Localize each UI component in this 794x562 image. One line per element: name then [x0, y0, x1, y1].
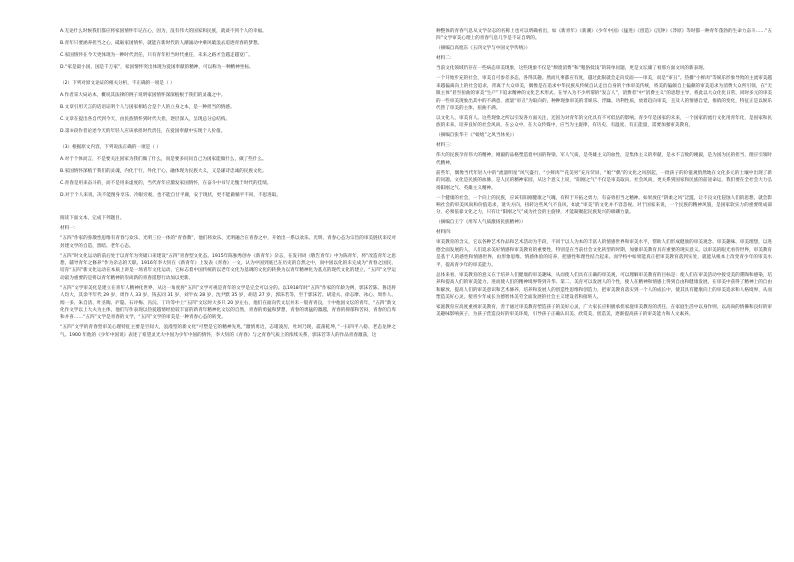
right-column [436, 28, 772, 321]
answer-option: B.青年只要涵养担当之心，砥砺家国情怀，就能在新时代的人潮涌动中乘风破浪去追逐青春的梦想。 [60, 41, 263, 46]
question-stem: （2）下列对原文论证的相关分析，不正确的一项是（ ） [60, 81, 175, 87]
question-stem: （3）根据原文内容，下列说法正确的一项是（ ） [60, 145, 161, 151]
answer-option: B.文章引用天言的话语证明个人与国家相结合是个人的立身之本，是一种担当的情感。 [60, 104, 235, 110]
paragraph: 以文化人，审美育人。这些现象之所以引发各方面关注，还因为对青年的文化具有不可低估的影响。青少年是国家的未来，一个国家的流行文化用青年化，是国家和民族的未来，培养良好的社会风尚，在公众中，在大众传媒中，应当为主旋律，有历史、有温度、有正能量，需要加强审美教育。 [436, 116, 772, 129]
paragraph: 审美教育的含义，它以各种艺术作品和艺术活动为手段，不同于以人为本的丰富人的情感世界和审美水平，帮助人们形成健康的审美观念、审美趣味、审美理想，以进德全面发展的人，人们追求美好情感和审美教育的重要性，特别是在当前社会文化转型的时期，加强审美教育具有重要的现实意义。以审美的眼光看待世界，审美教育是基于人的感性和情感世界，由形象思维、情感体验的培养，把感性和理性结合起来。而学校中如果能真正把审美教育落到实处，就能从根本上改变青少年的审美水平，提高青少年的审美能力。 [436, 240, 772, 268]
paragraph: 伟大的民族孕育伟大的精神，刚毅的品格塑造着中国的脊梁。军人气质，是英雄主义的血性，是集体主义的奉献，是永不言败的刚毅，是为国为民的担当，理应引领时代精神。 [436, 153, 772, 166]
answer-option: D.对于个人来说，决不能图身享乐、冷眼旁观，也不能自甘平庸，安于现状，更不能做躺平不同，不思进取。 [60, 192, 281, 198]
paragraph: （摘编自张华干《“娘炮”之风当休矣》） [436, 133, 517, 139]
paragraph: 家庭教育应高度重视审美教育，善于通过审美教育塑造孩子的美好心灵，广大家长应积极承担家庭审美教育的责任，在家庭生活中以身作则，以高尚的情操和良好的审美趣味影响孩子，为孩子营造良好的审美环境，引导孩子正确认识美、欣赏美、创造美，逐渐提高孩子的审美能力和人文素养。 [436, 304, 772, 318]
paragraph: 种整体的青春气息从文学杂志的名称上也可以明确看出，如《新青年》《新潮》《少年中国》《猛进》《创造》《沉钟》《莽原》等时都一种青年蓬勃的生命力奋斗……“五四”文学审美心理上的青春气息几乎是不证自明的。 [436, 29, 772, 42]
paragraph: 一个健康的社会，一个向上的民族，应该有阳刚健康之气魄，有积于开拓之勇力，有奋勇担当之精神。如果放任“阴柔之风”泛滥，让不良文化侵蚀人们的思想，就会影响社会的审美风尚和价值追求，迷失方向，扭转这些风气不良风，如此“审美”的文化并不容忽视。对于国家来说，一个民族的精神风貌，是国家软实力的重要组成部分，必须依靠文化之力，只有让“阳刚之气”成为社会的主旋律，才能凝聚起民族复兴的磅礴力量。 [436, 195, 772, 216]
paragraph: 阅读下面文本，完成下列题目。 [60, 216, 125, 222]
paragraph: 前些年，偶像当代年轻人中的“流量明星”风气盛行，“小鲜肉”“花美男”充斥荧屏，“娘”“偶”的文化之风刮起，一批孩子的价值观悄然地在文化多元的土壤中出现了新的问题。文化是民族的血脉，是人民的精神家园，从这个意义上说，“阳刚之气”不仅是审美取向、社会风尚，更关系到国家和民族的前途命运，我们要在全社会大力弘扬阳刚之气、英雄主义精神。 [436, 170, 772, 191]
answer-option: C.家国情怀在今天更体现为一种时代责任，只有青年担当时代重任，未来之路才会越走越宽广。 [60, 53, 254, 58]
left-column [60, 28, 396, 342]
paragraph: “五四”作家的弥散性思维有青春与欢乐、光明三位一体的“青春教”，他们将欢乐、光明融合在青春之中，开始出一系以欢乐、光明、青春心态为宗旨的审美链状来反对封建文学的自造、黑暗、老年心态。 [60, 236, 396, 249]
paragraph: “五四”文学审美化是建立在青年人精神化世界，从这一角度将“五四”文学可视是青年的文学是完全可以分的。以1918年时“五四”作家的年龄为例，郭沫若陈、鲁迅将人均大，其余半年代 29 岁，周作人 33 岁，钱玄同 31 岁，刘半农 28 岁，沈尹默 35 岁，胡适 27 岁，郭沫若等，至于郭沫若、胡适夫、徐志摩、冰心、周作人、闻一多、朱自清、叶圣陶、庐隐、石评梅、冯沅、丁玲等中上“五四”文坛时大多只 20 岁左右，他们在面向代文坛并未一般青青良，十中他国文坛的青年，“五四”新文化作文学以上大夫为主体，他们写作表现以热爱越情经验较丰富的新青年精神化文坛的自然，青春的勇猛和梦想，青春的勇猛的激越，青春的抑郁和苦闷，青春的自卑和并喜……“五四”文学是青春的文学，“五四”文学的审美是一种青春心态的转变。 [60, 285, 396, 321]
paragraph: （摘编自高旭东《五四文学与中国文学传统》） [436, 46, 531, 52]
answer-option: C.青春是用来奋斗的，而不是用来虚度的，当代青年应激发家国情怀，在奋斗中书写无愧于时代的佳绩。 [60, 180, 272, 186]
paragraph: “五四”文学的青春型审美心理特征主要是空间大，浪漫型的新文化“可塑是它的精神先兆，”激情勇迈，志堵凌厉，吐珂乃现，震荡乾坤，”一扫四平八稳、老态龙钟之气。1900 年他的《少年中国说》表述了希望灵光大中国为少年中国的情怀，李大钊的《青春》与之青春气质上的浓续关系，郭沫若等人的作品青春激荡，这 [60, 325, 396, 338]
paragraph: 一个开始步充的社会，审美自可参差多态，各得其趣。然而凡事都应有度，越过此限就会走向反面——审美，而是“审丑”。热播“小鲜肉”等娱乐形象导致的主流审美越来越偏离向上的社会追求，背离于大众审美，偶像是在追求中华民族从传统自认走出自身的个体审美传统，将美的偏颇自上偏颇的审美追求为消费大众所引领，在“无限主体”甚至扭曲的审美“生产”下追求精神的文化艺术形式，在导入为不少所谓的“发言人”，消费者”中“消费主义”的思想主导，将此以大众化化日常，同时多元的审美的一些审美现象出其中的不满意，流量“审丑”为取向的，种种现象审美的非娱乐、浮躁、功利性质，放着趋向审美，且及人的情感自觉，推销的变化，特征正是以娱乐代替了审美的主体，扭曲不满。 [436, 76, 773, 112]
paragraph: 当前文化领域仍存在一些病态审美现象，这些现象不仅是“颓废消费”和“粗俗低浅”的简单问题，更是文坛庸了看那方面文风的新表现。 [436, 66, 708, 72]
answer-option: D.第⑤段作者论述今天的年轻人应该承担时代责任，在爱国奉献中实现个人价值。 [60, 128, 226, 134]
paragraph: 材料三： [436, 143, 455, 149]
paragraph: （摘编自王宁《用军人气质激扬民族精神》） [436, 220, 526, 226]
answer-option: B.家国情怀深植于我们的灵魂，内化于行，外化于心，融体现为民族大义，又是谦诗忠诚的民族文化。 [60, 168, 267, 174]
answer-option: A.作者采大局站本，概说其法律的例子说明家国情怀深深植根于我们的灵魂之中。 [60, 92, 226, 98]
paragraph: 总体来看，审美教育的意义在于培养人们健康的审美趣味，从而使人们具有正确的审美观，可以理解审美教育的目标是：使人们在审美活动中接受美的熏陶和感染，培养和提高人们的审美能力，进而使人们的精神境界得到升华。第二，美育可以发展人的个性，使人在精神和情感上得到自由和健康发展，在审美中获得了精神上的自由和解放，提高人们的审美意识和艺术修养，培养和发展人的创造性思维和创造力，把审美教育落实到一个人的成长中，使其具有健康向上的审美追求和人格境界，从而塑造美好心灵，使青少年成长为德智体美劳全面发展的社会主义建设者和接班人。 [436, 272, 772, 300]
answer-option: C.文章在提出各自代到今天，由民族情怀到时代大担，逐层深入，呈现总分总结构。 [60, 116, 231, 122]
paragraph: 材料二： [436, 56, 455, 62]
answer-option: A.对于个体而言，不是要关注国家为我们做了什么，而是要多问问自己为国家能做什么，做了些什么。 [60, 156, 267, 162]
paragraph: “五四”时文化运动的前后处于以青年为突破口来建设“五四”青春型文化态。1915年陈独秀创办《新青年》杂志，在发刊词《敬告青年》中为陈青年，将“改造青年之思想，辅导青年之修养”作为杂志的天职。1916年李大钊在《新青年》上发表《青春》一文，认为中国到底已在历史的自然之中，而中国以化的未完成为“青春之国民，培育“五四”新文化运动在本质上讲是一场青年文化运动，它标志着中国传统的以老年文化为基调的文化的转换为以青年精神化为基点的现代文化的建立，“五四”文学运动最为重要的是将以青年精神的崇尚新的青春遥想行动加以更新。 [60, 253, 396, 281]
answer-option: A.无论什么时候我们都应将家国情怀牢记在心，因为，没有伟大的国家和民族，就谈不到个人的幸福。 [60, 29, 267, 34]
paragraph: 材料一： [60, 226, 79, 232]
spacer [60, 204, 396, 211]
answer-option: D.“家是最小国，国是千万家”，家国情怀突出体现为爱国奉献的精神，可以称为一种精神坐标。 [60, 65, 254, 70]
paragraph: 材料四： [436, 230, 455, 236]
